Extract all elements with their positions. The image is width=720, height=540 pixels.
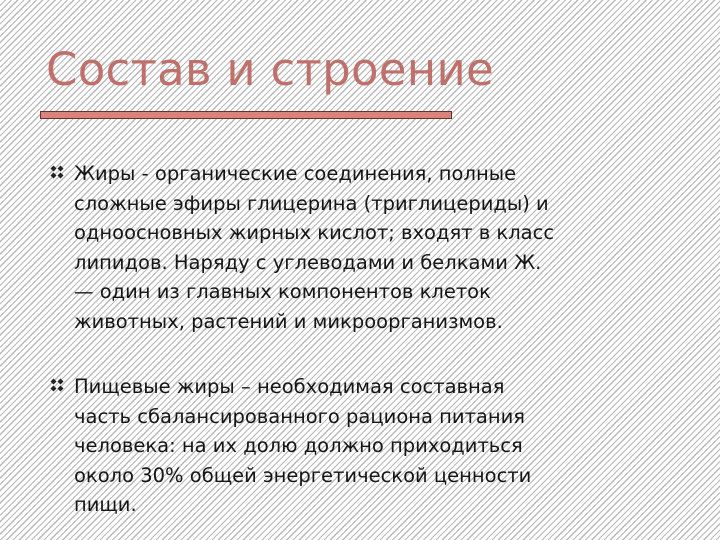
diamond-bullet-icon xyxy=(50,378,64,392)
bullet-text: Пищевые жиры – необходимая составная часть сбалансированного рациона питания человека: на их долю должно приходиться около 30% общей энергетической ценности пищи. xyxy=(74,375,532,516)
diamond-bullet-icon xyxy=(50,165,64,179)
slide-title: Состав и строение xyxy=(46,43,495,96)
bullet-item xyxy=(50,159,690,336)
bullet-item xyxy=(50,372,690,520)
title-underline-bar xyxy=(40,111,452,119)
bullet-text: Жиры - органические соединения, полные сложные эфиры глицерина (триглицериды) и одноосновных жирных кислот; входят в класс липидов. Наряду с углеводами и белками Ж. — один из главных компонентов клеток животных, растений и микроорганизмов. xyxy=(74,162,555,333)
bullet-list xyxy=(50,159,690,520)
